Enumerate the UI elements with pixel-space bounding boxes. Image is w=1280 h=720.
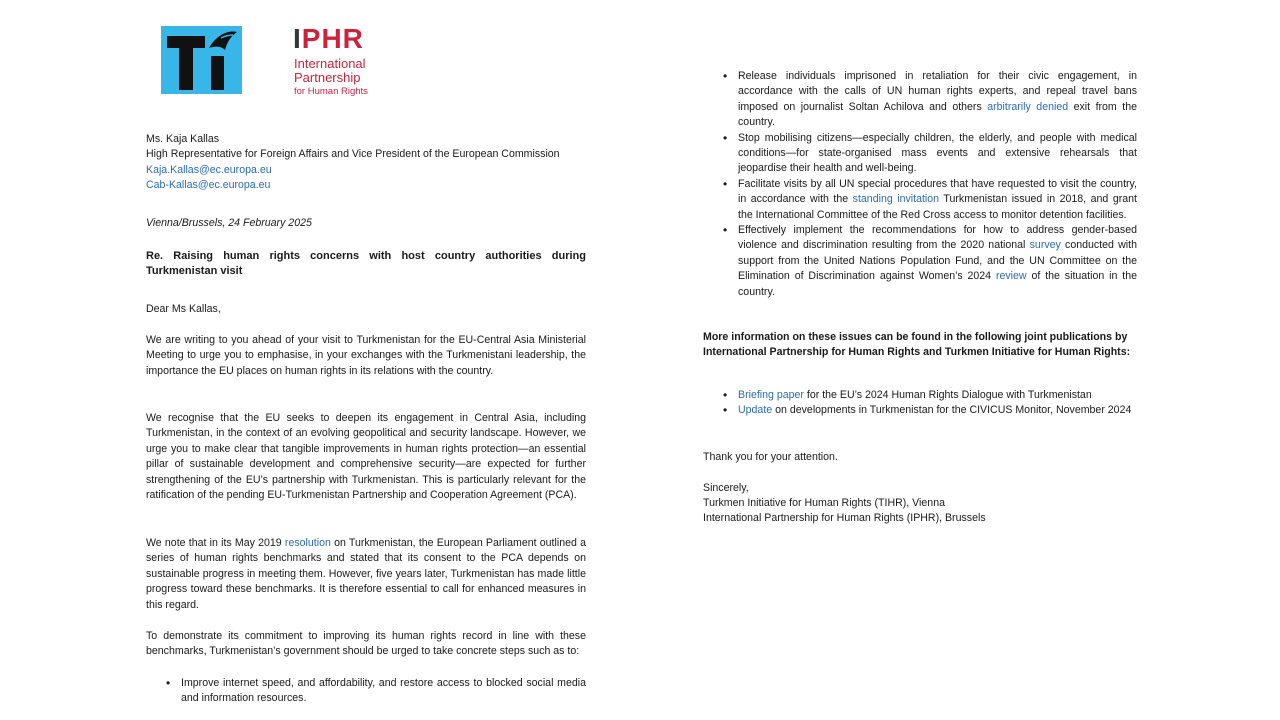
salutation: Dear Ms Kallas, xyxy=(146,303,221,315)
list-item xyxy=(703,177,1137,223)
list-item: • Stop mobilising citizens—especially children, the elderly, and people with medical conditions—for state-organised mass events and extensive rehearsals that jeopardise their health and well-being. xyxy=(703,131,1137,177)
iphr-logo-letters-rest: PHR xyxy=(301,23,364,54)
paragraph-1: We are writing to you ahead of your visit to Turkmenistan for the EU-Central Asia Ministerial Meeting to urge you to emphasise, in your exchanges with the Turkmenistani leadership, the importance the EU places on human rights in its relations with the country. xyxy=(146,334,586,377)
paragraph-2: We recognise that the EU seeks to deepen its engagement in Central Asia, including Turkmenistan, in the context of an evolving geopolitical and security landscape. However, we urge you to make clear that tangible improvements in human rights protection—an essential pillar of sustainable development and comprehensive security—are expected for further strengthening of the EU’s partnership with Turkmenistan. This is particularly relevant for the ratification of the pending EU-Turkmenistan Partnership and Cooperation Agreement (PCA). xyxy=(146,412,586,502)
closing-line: Sincerely, xyxy=(703,482,749,494)
recipient-email-2[interactable]: Cab-Kallas@ec.europa.eu xyxy=(146,179,271,192)
tihr-logo-mark xyxy=(161,26,242,94)
bullet-4-text-b: conducted with support from the United Nations Population Fund, and the UN Committee on the Elimination of Discrimination against Women’s 2024 xyxy=(738,239,1137,283)
recipient-email-1[interactable]: Kaja.Kallas@ec.europa.eu xyxy=(146,163,272,176)
list-item: • Improve internet speed, and affordability, and restore access to blocked social media and information resources. xyxy=(146,676,586,707)
iphr-line1: International xyxy=(294,56,366,71)
bullet-3-text-a: Facilitate visits by all UN special procedures that have requested to visit the country, in accordance with the xyxy=(738,177,1137,206)
resolution-link[interactable]: resolution xyxy=(284,537,331,549)
paragraph-3-text-b: on Turkmenistan, the European Parliament outlined a series of human rights benchmarks and stated that its consent to the PCA depends on sustainable progress in meeting them. However, five years later, Turkmenistan has made little progress toward these benchmarks. It is therefore essential to call for enhanced measures in this regard. xyxy=(146,537,586,611)
list-item xyxy=(703,388,1137,403)
more-info-heading: More information on these issues can be found in the following joint publications by International Partnership for Human Rights and Turkmen Initiative for Human Rights: xyxy=(703,331,1131,359)
publications-list xyxy=(703,388,1137,419)
recipient-title: High Representative for Foreign Affairs and Vice President of the European Commission xyxy=(146,148,560,161)
paragraph-4: To demonstrate its commitment to improving its human rights record in line with these benchmarks, Turkmenistan’s government should be urged to take concrete steps such as to: xyxy=(146,630,586,658)
survey-link[interactable]: survey xyxy=(1029,239,1061,252)
recipient-block xyxy=(146,132,606,194)
publication-2-text: on developments in Turkmenistan for the CIVICUS Monitor, November 2024 xyxy=(772,404,1132,417)
iphr-line2: Partnership xyxy=(294,70,361,85)
standing-invitation-link[interactable]: standing invitation xyxy=(852,193,940,206)
place-date: Vienna/Brussels, 24 February 2025 xyxy=(146,217,312,229)
iphr-line3: for Human Rights xyxy=(294,86,368,97)
arbitrarily-denied-link[interactable]: arbitrarily denied xyxy=(987,100,1069,113)
iphr-logo-text xyxy=(293,24,364,54)
paragraph-3-text-a: We note that in its May 2019 xyxy=(146,537,285,549)
paragraph-3 xyxy=(146,536,586,613)
update-link[interactable]: Update xyxy=(738,404,773,417)
bullet-4-text-a: Effectively implement the recommendations for how to address gender-based violence and discrimination resulting from the 2020 national xyxy=(738,224,1137,252)
recipient-name: Ms. Kaja Kallas xyxy=(146,133,220,145)
iphr-logo-letter-i: I xyxy=(293,23,302,54)
list-item xyxy=(703,403,1137,418)
subject-line: Re. Raising human rights concerns with host country authorities during Turkmenistan visit xyxy=(146,250,586,278)
review-link[interactable]: review xyxy=(995,270,1027,283)
iphr-logo-subtitle xyxy=(294,57,368,99)
list-item xyxy=(703,69,1137,131)
bullet-4-text-c: of the situation in the country. xyxy=(738,270,1137,298)
signature-iphr: International Partnership for Human Rights (IPHR), Brussels xyxy=(703,512,986,524)
tihr-logo xyxy=(161,26,242,94)
briefing-paper-link[interactable]: Briefing paper xyxy=(738,389,804,401)
bullet-1-text-a: Release individuals imprisoned in retaliation for their civic engagement, in accordance with the calls of UN human rights experts, and repeal travel bans imposed on journalist Soltan Achilova and others xyxy=(738,70,1137,113)
bullet-1-text-b: exit from the country. xyxy=(738,100,1137,129)
thanks-line: Thank you for your attention. xyxy=(703,451,838,463)
publication-1-text: for the EU’s 2024 Human Rights Dialogue with Turkmenistan xyxy=(803,389,1092,401)
left-bullet-list xyxy=(146,676,586,707)
bullet-3-text-b: Turkmenistan issued in 2018, and grant the International Committee of the Red Cross access to monitor detention facilities. xyxy=(738,193,1137,221)
list-item xyxy=(703,223,1137,300)
signature-tihr: Turkmen Initiative for Human Rights (TIHR), Vienna xyxy=(703,497,945,509)
right-bullet-list xyxy=(703,69,1137,300)
